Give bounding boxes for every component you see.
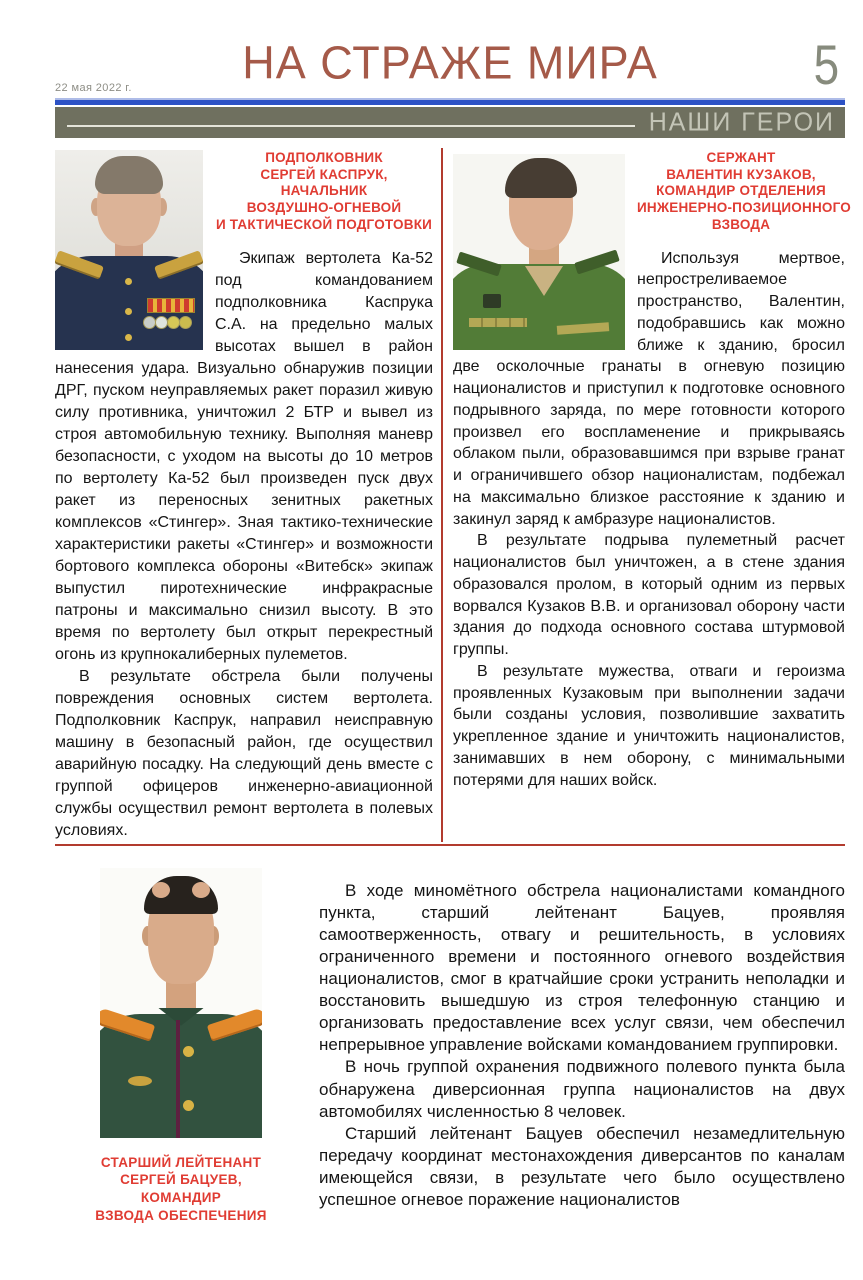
caption-line: ВЗВОДА ОБЕСПЕЧЕНИЯ (95, 1208, 267, 1224)
title-line: И ТАКТИЧЕСКОЙ ПОДГОТОВКИ (215, 216, 433, 232)
article-paragraph: Используя мертвое, непростреливаемое пространство, Валентин, подобравшись как можно ближе к зданию, бросил две осколочные гранаты в огневую позицию националистов и приступил к подготовке основного подрывного заряда, по мере готовности которого произвел его воспламенение и прикрываясь облаком пыли, образовавшимся при взрыве гранат и ограничившего обзор националистам, подбежал на максимально близкое расстояние к зданию и закинул заряд к амбразуре националистов. (453, 249, 845, 528)
portrait-hair (505, 158, 577, 198)
medal (179, 316, 192, 329)
uniform-button (125, 308, 132, 315)
title-line: НАЧАЛЬНИК (280, 183, 368, 199)
photo-batsuev-portrait (100, 868, 262, 1138)
portrait-hair (95, 156, 163, 194)
chest-badge (128, 1076, 152, 1086)
article-paragraph: В результате подрыва пулеметный расчет националистов был уничтожен, а в стене здания образовался пролом, в который одним из первых ворвался Кузаков В.В. и организовал оборону части здания до подхода основного состава штурмовой группы. (453, 532, 845, 659)
receding-hairline (152, 882, 170, 898)
issue-date: 22 мая 2022 г. (55, 82, 132, 94)
uniform-button (183, 1100, 194, 1111)
caption-line: СТАРШИЙ ЛЕЙТЕНАНТ (100, 1154, 262, 1170)
article-paragraph: В ночь группой охранения подвижного полевого пункта была обнаружена диверсионная группа националистов на двух автомобилях численностью 8 человек. (319, 1057, 845, 1121)
uniform-tape (469, 318, 527, 327)
batsuev-text-column (307, 858, 845, 1225)
band-rule-line (67, 125, 635, 127)
article-paragraph: Экипаж вертолета Ка-52 под командованием подполковника Каспрука С.А. на предельно малых высотах вышел в район нанесения удара. Визуально обнаружив позиции ДРГ, пуском неуправляемых ракет поразил живую силу противника, уничтожил 2 БТР и вывел из строя автомобильную технику. Выполняя маневр безопасности, с уходом на высоты до 10 метров по вертолету Ка-52 был произведен пуск двух ракет из переносных зенитных ракетных комплексов «Стингер». Зная тактико-технические характеристики ракеты «Стингер» и возможности бортового комплекса обороны «Витебск» экипаж выпустил пиротехнические инфракрасные патроны и максимально снизил высоту. В это время по вертолету был открыт перекрестный огонь из крупнокалиберных пулеметов. (55, 249, 433, 663)
blue-rule (55, 98, 845, 105)
receding-hairline (192, 882, 210, 898)
article-paragraph: В результате мужества, отваги и героизма проявленных Кузаковым при выполнении задачи были созданы условия, позволившие захватить укрепленное здание и уничтожить националистов, занимавших в нем оборону, с минимальными потерями для наших войск. (453, 662, 845, 789)
uniform-placket (176, 1020, 180, 1138)
article-kaspruk (55, 148, 433, 842)
uniform-button (125, 334, 132, 341)
article-batsuev (55, 858, 845, 1225)
title-line: ВАЛЕНТИН КУЗАКОВ, (666, 166, 816, 182)
caption-line: КОМАНДИР (140, 1190, 222, 1206)
uniform-button (125, 278, 132, 285)
section-band (55, 107, 845, 138)
page-number: 5 (813, 33, 839, 96)
batsuev-photo-column (55, 858, 307, 1225)
photo-kuzakov-portrait (453, 154, 625, 350)
article-paragraph: В результате обстрела были получены повреждения основных систем вертолета. Подполковник Каспрук, направил неисправную машину в безопасный район, где осуществил аварийную посадку. На следующий день вместе с группой офицеров инженерно-авиационной службы осуществил ремонт вертолета в полевых условиях. (55, 667, 433, 839)
title-line: ВОЗДУШНО-ОГНЕВОЙ (246, 200, 402, 216)
title-line: ИНЖЕНЕРНО-ПОЗИЦИОННОГО (637, 200, 851, 216)
page-header (55, 33, 845, 98)
title-line: ПОДПОЛКОВНИК (265, 150, 383, 165)
photo-kaspruk-portrait (55, 150, 203, 350)
section-title: НАШИ ГЕРОИ (648, 107, 835, 137)
title-line: КОМАНДИР ОТДЕЛЕНИЯ (656, 183, 826, 199)
photo-caption-batsuev (55, 1154, 307, 1225)
title-line: ВЗВОДА (711, 216, 771, 232)
title-line: СЕРГЕЙ КАСПРУК, (260, 166, 388, 182)
page-content (55, 33, 851, 1225)
article-kuzakov (443, 148, 851, 842)
red-horizontal-rule (55, 844, 845, 846)
masthead-title: НА СТРАЖЕ МИРА (242, 35, 658, 89)
title-line: СЕРЖАНТ (706, 150, 776, 165)
article-paragraph: В ходе миномётного обстрела националистами командного пункта, старший лейтенант Бацуев, проявляя самоотверженность, отвагу и решительность, в условиях ограниченного времени и постоянного огневого воздействия националистов, смог в кратчайшие сроки устранить неполадки и восстановить вышедшую из строя телефонную станцию и организовать предоставление всех услуг связи, чем обеспечил непрерывное управление войсками командованием группировки. (319, 880, 845, 1055)
article-paragraph: Старший лейтенант Бацуев обеспечил незамедлительную передачу координат местонахождения диверсантов по каналам имеющейся связи, в результате чего было осуществлено успешное огневое поражение националистов (319, 1123, 845, 1209)
chest-badge (483, 294, 501, 308)
uniform-button (183, 1046, 194, 1057)
medal-ribbon-bar (147, 298, 195, 313)
caption-line: СЕРГЕЙ БАЦУЕВ, (120, 1172, 242, 1188)
heroes-two-column-section (55, 148, 851, 842)
